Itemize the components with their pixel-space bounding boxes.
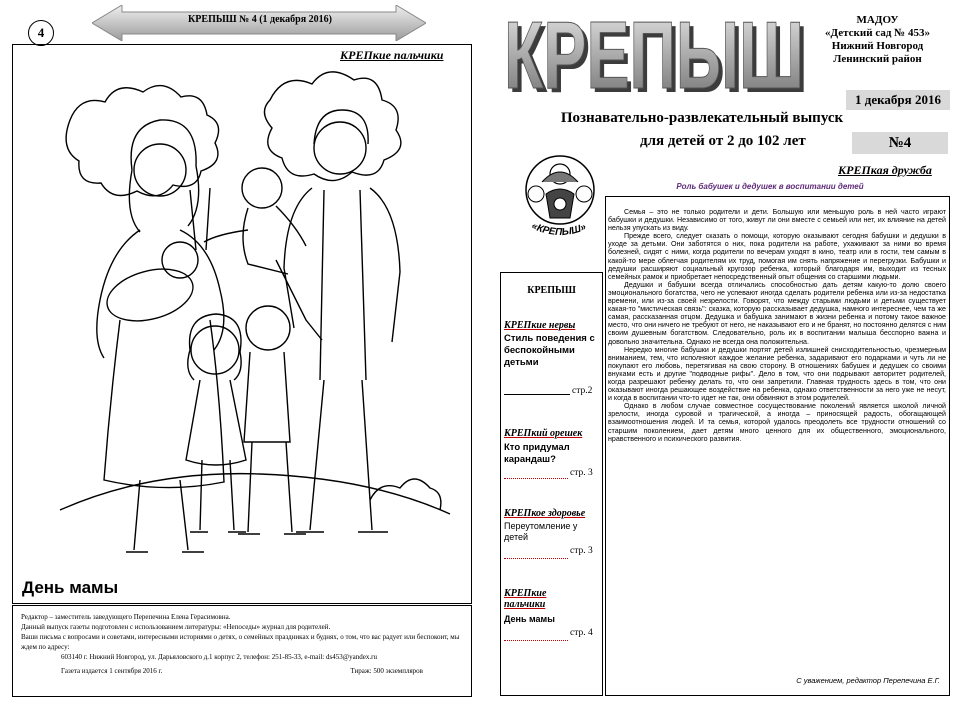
toc-leader bbox=[504, 640, 568, 641]
father-body bbox=[284, 188, 400, 380]
toc-page-fingers: стр. 4 bbox=[570, 628, 593, 638]
org-line-3: Нижний Новгород bbox=[831, 40, 924, 52]
subtitle-line-2: для детей от 2 до 102 лет bbox=[640, 133, 806, 149]
boy-top-body bbox=[204, 206, 322, 340]
toc-leader bbox=[504, 478, 568, 479]
tree-foliage-right bbox=[264, 72, 400, 181]
toc-leader bbox=[504, 394, 570, 395]
article-paragraph: Прежде всего, следует сказать о помощи, которую оказывают сегодня бабушки и дедушки в уходе за детьми. Они заботятся о них, пока родители на работе, ухаживают за ними во время болезней, сидят с ними, когда родители по вечерам уходят в кино, театр или в гости, тем самым в какой-то мере облегчая родителям их труд, помогая им снять напряжение и перегрузки. Бабушки и дедушки расширяют социальный кругозор ребенка, который благодаря им, выходит из тесных семейных рамок и приобретает непосредственный опыт общения со старшими людьми. bbox=[608, 232, 946, 281]
baby-bundle bbox=[101, 260, 198, 329]
girl-body bbox=[186, 380, 246, 532]
mascot-badge bbox=[512, 150, 608, 242]
krepysh-logo bbox=[502, 8, 814, 100]
article-paragraph: Семья – это не только родители и дети. Большую или меньшую роль в ней часто играют бабушки и дедушки. Независимо от того, живут ли они вместе с семьей или нет, их влияние на детей нельзя упускать из виду. bbox=[608, 208, 946, 233]
article-paragraph: Нередко многие бабушки и дедушки портят детей излишней снисходительностью, чрезмерным вниманием, тем, что исполняют каждое желание ребенка, задаривают его подарками и чуть ли не покупают его любовь, перетягивая на свою сторону. В отношениях бабушек и дедушек со своими внуками есть и другие "подводные рифы". Дело в том, что они подрывают авторитет родителей, когда разрешают ребенку делать то, что они запретили. Главная трудность здесь в том, что они оказывают иногда решающее воздействие на ребенка, однако ответственности за него уже не несут, и когда в воспитании что-то идет не так, они обвиняют в этом родителей. bbox=[608, 345, 946, 403]
subtitle-line-1: Познавательно-развлекательный выпуск bbox=[560, 110, 844, 126]
toc-item-health[interactable]: Переутомление у детей bbox=[504, 521, 578, 542]
boy-body bbox=[238, 352, 306, 534]
credits-footer bbox=[21, 662, 463, 676]
credits-literature: Данный выпуск газеты подготовлен с использованием литературы: «Непоседы» журнал для родителей. bbox=[21, 623, 331, 631]
section-label-fingers: КРЕПкие пальчики bbox=[340, 48, 444, 62]
father-legs bbox=[296, 380, 388, 532]
article-body bbox=[608, 208, 946, 443]
baby-head bbox=[162, 242, 198, 278]
org-line-4: Ленинский район bbox=[833, 53, 922, 65]
toc-item-fingers[interactable]: День мамы bbox=[504, 614, 555, 624]
article-paragraph: Однако в любом случае совместное сосуществование поколений является школой личной зрелости, иногда суровой и трагической, а иногда – приносящей радость, обогащающей взаимоотношения людей. И та семья, которой удалось преодолеть все трудности отношений со старшим поколением, дает детям много ценного для их общественного, эмоционального, нравственного и психического развития. bbox=[608, 402, 946, 443]
credits-address: 603140 г. Нижний Новгород, ул. Дарьяловского д.1 корпус 2, телефон: 251-85-33, e-mail: ds453@yandex.ru bbox=[61, 653, 377, 661]
mother-legs bbox=[126, 480, 204, 552]
credits-box bbox=[12, 605, 472, 697]
section-label-friendship: КРЕПкая дружба bbox=[838, 163, 932, 177]
article-signature: С уважением, редактор Перепечина Е.Г. bbox=[796, 676, 940, 685]
issue-date: 1 декабря 2016 bbox=[846, 90, 950, 110]
org-line-1: МАДОУ bbox=[856, 14, 899, 26]
svg-text:КРЕПЫШ: КРЕПЫШ bbox=[508, 8, 808, 100]
toc-page-nerves: стр.2 bbox=[572, 386, 593, 396]
mother-hair bbox=[129, 120, 198, 232]
toc-item-nut[interactable]: Кто придумал карандаш? bbox=[504, 442, 570, 465]
credits-editor: Редактор – заместитель заведующего Перепечина Елена Герасимовна. bbox=[21, 613, 231, 621]
tree-foliage bbox=[66, 86, 218, 196]
credits-circulation: Тираж: 500 экземпляров bbox=[350, 667, 423, 675]
page-number: 4 bbox=[28, 20, 54, 46]
toc-page-health: стр. 3 bbox=[570, 546, 593, 556]
toc-section-nut[interactable]: КРЕПкий орешек bbox=[504, 428, 583, 439]
mothers-day-title: День мамы bbox=[22, 578, 119, 597]
issue-number: №4 bbox=[852, 132, 948, 154]
article-paragraph: Дедушки и бабушки всегда отличались способностью дать детям какую-то долю своего эмоционального богатства, чего не успевают иногда сделать родители ребенка или из-за недостатка времени, или из-за своей незрелости. Говорят, что между старыми людьми и детьми существует какая-то "мистическая связь": сказка, которую рассказывает дедушка, намного интереснее, чем та же самая, рассказанная отцом. Дедушка и бабушка занимают в жизни ребенка и потому такое важное место, что они ничего не требуют от него, не наказывают его и не бранят, но постоянно делятся с ним своим душевным богатством. Следовательно, роль их в воспитании малыша бесспорно важна и довольно значительна. Однако не всегда она положительна. bbox=[608, 280, 946, 346]
girl-hair bbox=[188, 314, 241, 380]
boy-head bbox=[246, 306, 290, 350]
org-line-2: «Детский сад № 453» bbox=[825, 27, 930, 39]
banner-text: КРЕПЫШ № 4 (1 декабря 2016) bbox=[188, 14, 332, 25]
credits-print-date: Газета издается 1 сентября 2016 г. bbox=[61, 667, 163, 675]
boy-top-head bbox=[242, 168, 282, 208]
credits-letters: Ваши письма с вопросами и советами, интересными историями о детях, о семейных праздниках и буднях, о том, что вас радует или беспокоит, мы ждем по адресу: bbox=[21, 633, 460, 651]
father-hair bbox=[314, 110, 368, 144]
mother-head bbox=[134, 144, 186, 196]
organization-info bbox=[820, 14, 935, 66]
toc-page-nut: стр. 3 bbox=[570, 468, 593, 478]
ground-line bbox=[60, 474, 450, 514]
article-title: Роль бабушек и дедушек в воспитании детей bbox=[676, 182, 864, 191]
toc-section-health[interactable]: КРЕПкое здоровье bbox=[504, 508, 586, 519]
toc-leader bbox=[504, 558, 568, 559]
contents-title: КРЕПЫШ bbox=[527, 285, 576, 296]
toc-item-nerves[interactable]: Стиль поведения с беспокойными детьми bbox=[504, 333, 595, 368]
toc-section-nerves[interactable]: КРЕПкие нервы bbox=[504, 320, 576, 331]
svg-text:КРЕПЫШ: КРЕПЫШ bbox=[504, 8, 804, 100]
father-head bbox=[314, 122, 366, 174]
svg-text:«КРЕПЫШ»: «КРЕПЫШ» bbox=[529, 220, 588, 239]
toc-section-fingers[interactable]: КРЕПкие пальчики bbox=[504, 588, 547, 610]
family-coloring-illustration bbox=[40, 60, 460, 580]
